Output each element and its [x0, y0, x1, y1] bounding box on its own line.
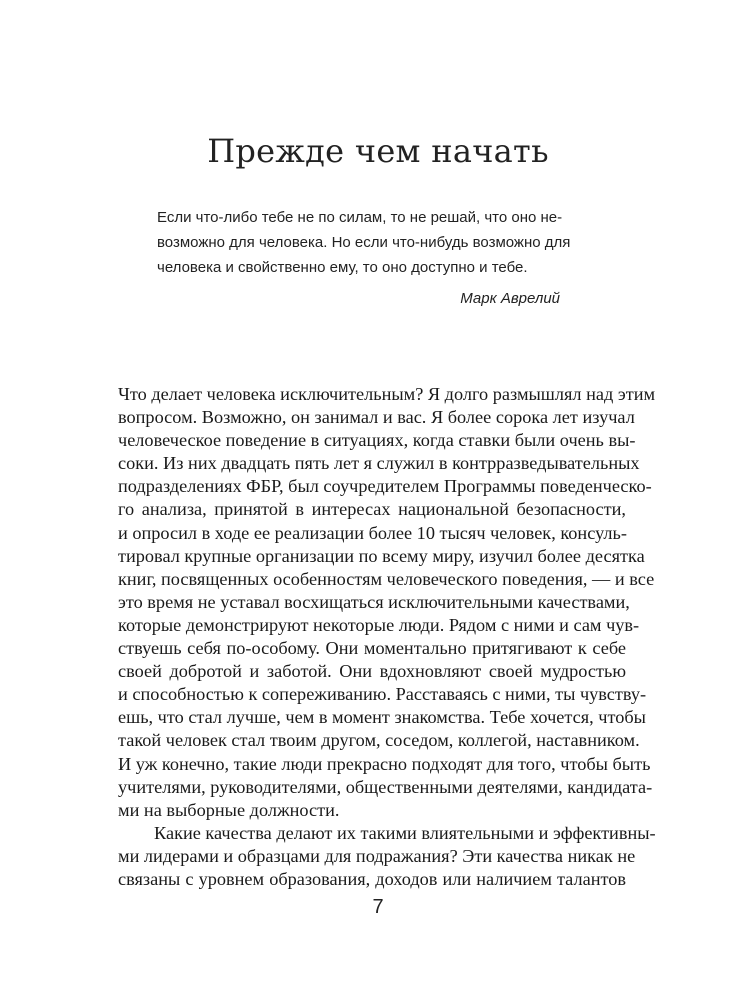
body-line: вопросом. Возможно, он занимал и вас. Я более сорока лет изучал	[118, 407, 635, 428]
body-line: своей добротой и заботой. Они вдохновляют своей мудростью	[118, 661, 626, 682]
epigraph	[157, 205, 572, 311]
chapter-title: Прежде чем начать	[207, 132, 549, 170]
epigraph-line: человека и свойственно ему, то оно доступно и тебе.	[157, 259, 528, 276]
body-line: ми лидерами и образцами для подражания? Эти качества никак не	[118, 845, 636, 866]
body-line: Что делает человека исключительным? Я долго размышлял над этим	[118, 384, 656, 404]
body-line: и способностью к сопереживанию. Расставаясь с ними, ты чувству-	[118, 684, 647, 705]
body-line: подразделениях ФБР, был соучредителем Программы поведенческо-	[118, 476, 652, 497]
body-line: Какие качества делают их такими влиятельными и эффективны-	[154, 822, 656, 843]
body-line: связаны с уровнем образования, доходов или наличием талантов	[118, 868, 626, 889]
epigraph-line: Если что-либо тебе не по силам, то не решай, что оно не-	[157, 209, 563, 226]
page-number: 7	[372, 896, 384, 918]
body-line: это время не уставал восхищаться исключительными качествами,	[118, 591, 630, 612]
body-line: ми на выборные должности.	[118, 799, 340, 820]
body-line: И уж конечно, такие люди прекрасно подходят для того, чтобы быть	[118, 753, 651, 774]
body-line: которые демонстрируют некоторые люди. Рядом с ними и сам чув-	[118, 614, 640, 635]
body-line: учителями, руководителями, общественными деятелями, кандидата-	[118, 776, 653, 797]
body-line: тировал крупные организации по всему миру, изучил более десятка	[118, 545, 645, 566]
body-text	[118, 383, 656, 891]
body-line: и опросил в ходе ее реализации более 10 тысяч человек, консуль-	[118, 522, 627, 543]
body-line: соки. Из них двадцать пять лет я служил в контрразведывательных	[118, 453, 640, 474]
body-line: го анализа, принятой в интересах национальной безопасности,	[118, 499, 626, 520]
epigraph-line: возможно для человека. Но если что-нибудь возможно для	[157, 234, 571, 251]
epigraph-author: Марк Аврелий	[460, 290, 560, 307]
body-line: ствуешь себя по-особому. Они моментально притягивают к себе	[118, 638, 626, 659]
body-line: книг, посвященных особенностям человеческого поведения, — и все	[118, 568, 655, 589]
body-line: человеческое поведение в ситуациях, когда ставки были очень вы-	[118, 430, 636, 451]
body-line: такой человек стал твоим другом, соседом, коллегой, наставником.	[118, 730, 640, 751]
body-line: ешь, что стал лучше, чем в момент знакомства. Тебе хочется, чтобы	[118, 707, 646, 728]
